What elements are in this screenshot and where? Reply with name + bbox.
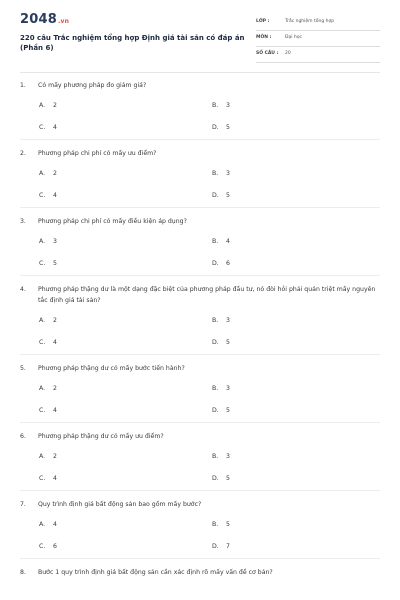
- option-b[interactable]: B. 3: [212, 385, 230, 392]
- question-number: 3.: [20, 218, 26, 225]
- option-b[interactable]: B. 3: [212, 317, 230, 324]
- question-number: 5.: [20, 365, 26, 372]
- question-5: [20, 363, 380, 423]
- answer-options: [20, 374, 380, 422]
- option-a[interactable]: A. 3: [39, 238, 57, 245]
- question-divider: [20, 354, 380, 355]
- meta-row-count: [256, 47, 380, 63]
- option-a[interactable]: A. 2: [39, 453, 57, 460]
- question-3: [20, 216, 380, 276]
- question-number: 2.: [20, 150, 26, 157]
- answer-options: [20, 510, 380, 558]
- meta-row-subject: [256, 31, 380, 47]
- question-divider: [20, 139, 380, 140]
- meta-value-count: 20: [285, 51, 291, 56]
- option-c[interactable]: C. 6: [39, 543, 57, 550]
- option-c[interactable]: C. 4: [39, 192, 57, 199]
- meta-label-subject: MÔN :: [256, 35, 272, 40]
- header-divider: [20, 72, 380, 73]
- meta-label-count: SỐ CÂU :: [256, 51, 279, 56]
- answer-options: [20, 227, 380, 275]
- answer-options: [20, 91, 380, 139]
- question-list: [20, 80, 380, 578]
- document-title: 220 câu Trắc nghiệm tổng hợp Định giá tài sản có đáp án (Phần 6): [20, 34, 245, 52]
- option-a[interactable]: A. 2: [39, 170, 57, 177]
- question-text: 4. Phương pháp thặng dư là một dạng đặc biệt của phương pháp đầu tư, nó đòi hỏi phải quán triệt mấy nguyên tắc định giá tài sản?: [20, 286, 376, 304]
- option-b[interactable]: B. 3: [212, 170, 230, 177]
- option-c[interactable]: C. 4: [39, 124, 57, 131]
- question-text: 6. Phương pháp thặng dư có mấy ưu điểm?: [20, 433, 164, 440]
- option-b[interactable]: B. 5: [212, 521, 230, 528]
- question-2: [20, 148, 380, 208]
- logo-main: 2048: [20, 12, 57, 27]
- site-logo[interactable]: [20, 12, 69, 27]
- question-number: 7.: [20, 501, 26, 508]
- meta-row-class: [256, 15, 380, 31]
- question-text: 1. Có mấy phương pháp đo giảm giá?: [20, 82, 147, 89]
- question-text: 7. Quy trình định giá bất động sản bao gồm mấy bước?: [20, 501, 202, 508]
- option-d[interactable]: D. 7: [212, 543, 230, 550]
- question-divider: [20, 558, 380, 559]
- meta-label-class: LỚP :: [256, 19, 270, 24]
- option-a[interactable]: A. 2: [39, 317, 57, 324]
- option-d[interactable]: D. 5: [212, 192, 230, 199]
- question-6: [20, 431, 380, 491]
- question-divider: [20, 207, 380, 208]
- question-4: [20, 284, 380, 355]
- question-text: 8. Bước 1 quy trình định giá bất động sản cần xác định rõ mấy vấn đề cơ bản?: [20, 569, 273, 576]
- option-a[interactable]: A. 4: [39, 521, 57, 528]
- question-divider: [20, 422, 380, 423]
- answer-options: [20, 442, 380, 490]
- option-c[interactable]: C. 4: [39, 475, 57, 482]
- question-text: 3. Phương pháp chi phí có mấy điều kiện áp dụng?: [20, 218, 187, 225]
- question-8: [20, 567, 380, 578]
- question-text: 5. Phương pháp thặng dư có mấy bước tiến hành?: [20, 365, 185, 372]
- document-header: [0, 0, 400, 72]
- question-1: [20, 80, 380, 140]
- question-number: 1.: [20, 82, 26, 89]
- meta-value-class: Trắc nghiệm tổng hợp: [285, 19, 335, 24]
- logo-suffix: .vn: [57, 18, 70, 25]
- option-b[interactable]: B. 4: [212, 238, 230, 245]
- question-number: 4.: [20, 286, 26, 293]
- question-number: 6.: [20, 433, 26, 440]
- option-a[interactable]: A. 2: [39, 385, 57, 392]
- option-d[interactable]: D. 5: [212, 339, 230, 346]
- answer-options: [20, 306, 380, 354]
- option-b[interactable]: B. 3: [212, 453, 230, 460]
- option-c[interactable]: C. 4: [39, 339, 57, 346]
- document-meta: [256, 15, 380, 63]
- option-a[interactable]: A. 2: [39, 102, 57, 109]
- question-7: [20, 499, 380, 559]
- option-d[interactable]: D. 5: [212, 124, 230, 131]
- question-divider: [20, 490, 380, 491]
- option-d[interactable]: D. 6: [212, 260, 230, 267]
- option-b[interactable]: B. 3: [212, 102, 230, 109]
- answer-options: [20, 159, 380, 207]
- question-number: 8.: [20, 569, 26, 576]
- option-c[interactable]: C. 5: [39, 260, 57, 267]
- question-divider: [20, 275, 380, 276]
- meta-value-subject: Đại học: [285, 35, 303, 40]
- option-d[interactable]: D. 5: [212, 407, 230, 414]
- option-c[interactable]: C. 4: [39, 407, 57, 414]
- question-text: 2. Phương pháp chi phí có mấy ưu điểm?: [20, 150, 157, 157]
- option-d[interactable]: D. 5: [212, 475, 230, 482]
